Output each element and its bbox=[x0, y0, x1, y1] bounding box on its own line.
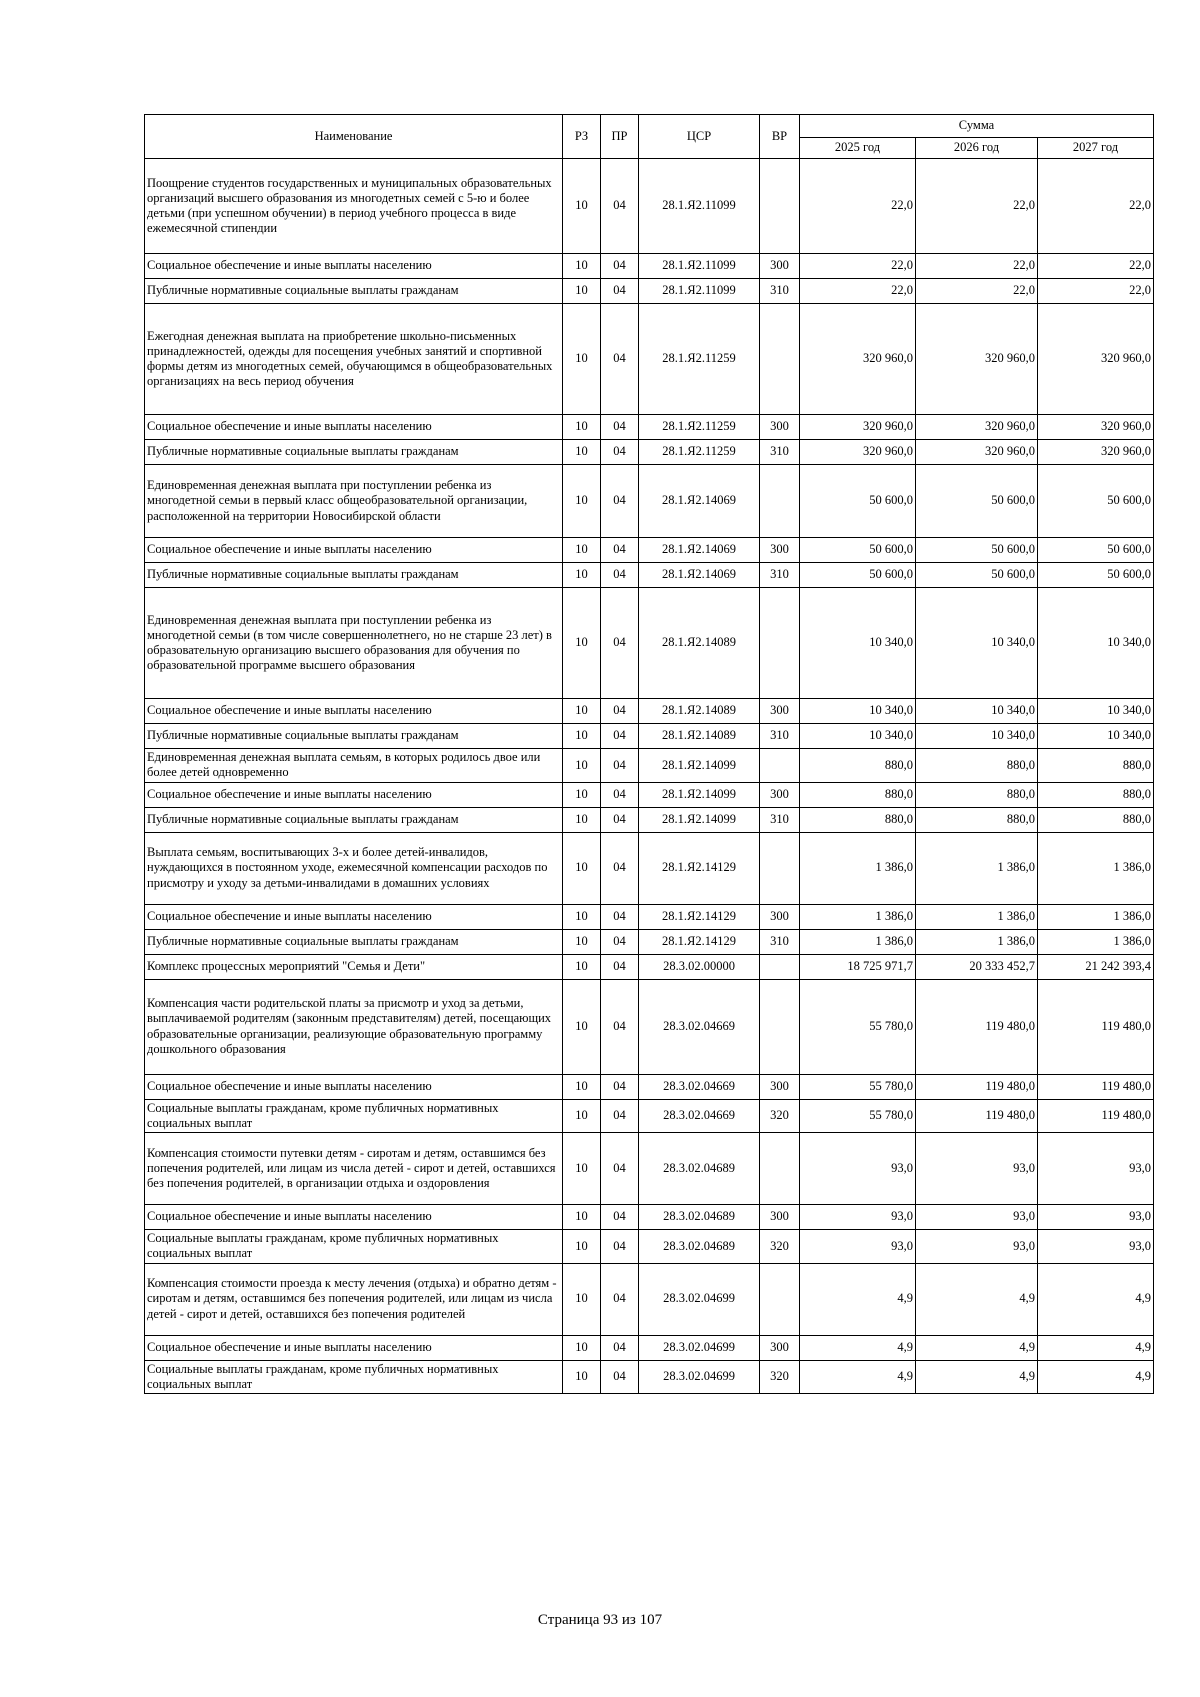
cell-rz: 10 bbox=[563, 254, 601, 279]
cell-2025: 1 386,0 bbox=[800, 832, 916, 904]
cell-2026: 1 386,0 bbox=[916, 904, 1038, 929]
table-row bbox=[145, 724, 1154, 749]
cell-2025: 22,0 bbox=[800, 279, 916, 304]
cell-rz: 10 bbox=[563, 782, 601, 807]
cell-2025: 4,9 bbox=[800, 1360, 916, 1394]
cell-csr: 28.1.Я2.14089 bbox=[639, 699, 760, 724]
cell-csr: 28.3.02.04689 bbox=[639, 1230, 760, 1264]
cell-csr: 28.1.Я2.14099 bbox=[639, 807, 760, 832]
table-row bbox=[145, 929, 1154, 954]
cell-rz: 10 bbox=[563, 440, 601, 465]
cell-2026: 880,0 bbox=[916, 749, 1038, 783]
cell-2027: 22,0 bbox=[1038, 159, 1154, 254]
cell-rz: 10 bbox=[563, 159, 601, 254]
cell-name: Компенсация стоимости проезда к месту лечения (отдыха) и обратно детям - сиротам и детям, оставшимся без попечения родителей, или лицам из числа детей - сирот и детей, оставшихся без попечения родителей bbox=[145, 1263, 563, 1335]
cell-csr: 28.1.Я2.14099 bbox=[639, 782, 760, 807]
cell-2025: 22,0 bbox=[800, 159, 916, 254]
table-row bbox=[145, 254, 1154, 279]
cell-vr: 320 bbox=[760, 1360, 800, 1394]
cell-csr: 28.1.Я2.14099 bbox=[639, 749, 760, 783]
table-row bbox=[145, 782, 1154, 807]
header-year-2027: 2027 год bbox=[1038, 138, 1154, 159]
cell-rz: 10 bbox=[563, 832, 601, 904]
cell-2026: 4,9 bbox=[916, 1360, 1038, 1394]
cell-vr: 310 bbox=[760, 724, 800, 749]
header-sum: Сумма bbox=[800, 115, 1154, 138]
cell-vr: 320 bbox=[760, 1099, 800, 1133]
cell-2027: 119 480,0 bbox=[1038, 979, 1154, 1074]
cell-2025: 10 340,0 bbox=[800, 724, 916, 749]
cell-2026: 119 480,0 bbox=[916, 1099, 1038, 1133]
cell-vr bbox=[760, 159, 800, 254]
cell-name: Социальное обеспечение и иные выплаты населению bbox=[145, 1335, 563, 1360]
page-number: Страница 93 из 107 bbox=[537, 1612, 663, 1628]
budget-table bbox=[144, 114, 1154, 1394]
cell-vr bbox=[760, 749, 800, 783]
cell-rz: 10 bbox=[563, 1074, 601, 1099]
cell-pr: 04 bbox=[601, 699, 639, 724]
cell-name: Выплата семьям, воспитывающих 3-х и более детей-инвалидов, нуждающихся в постоянном уходе, ежемесячной компенсации расходов по присмотру и уходу за детьми-инвалидами в домашних условиях bbox=[145, 832, 563, 904]
cell-rz: 10 bbox=[563, 724, 601, 749]
cell-csr: 28.1.Я2.11259 bbox=[639, 304, 760, 415]
cell-csr: 28.1.Я2.14089 bbox=[639, 724, 760, 749]
cell-pr: 04 bbox=[601, 254, 639, 279]
table-row bbox=[145, 1360, 1154, 1394]
cell-rz: 10 bbox=[563, 954, 601, 979]
cell-vr: 300 bbox=[760, 904, 800, 929]
cell-2025: 55 780,0 bbox=[800, 1074, 916, 1099]
cell-2026: 10 340,0 bbox=[916, 724, 1038, 749]
cell-rz: 10 bbox=[563, 1230, 601, 1264]
cell-2026: 320 960,0 bbox=[916, 415, 1038, 440]
cell-name: Социальное обеспечение и иные выплаты населению bbox=[145, 782, 563, 807]
cell-pr: 04 bbox=[601, 807, 639, 832]
table-row bbox=[145, 279, 1154, 304]
cell-2026: 880,0 bbox=[916, 782, 1038, 807]
cell-rz: 10 bbox=[563, 563, 601, 588]
cell-pr: 04 bbox=[601, 1205, 639, 1230]
cell-csr: 28.3.02.04699 bbox=[639, 1263, 760, 1335]
cell-name: Социальное обеспечение и иные выплаты населению bbox=[145, 699, 563, 724]
cell-csr: 28.3.02.00000 bbox=[639, 954, 760, 979]
cell-rz: 10 bbox=[563, 1133, 601, 1205]
cell-2027: 320 960,0 bbox=[1038, 304, 1154, 415]
cell-2027: 21 242 393,4 bbox=[1038, 954, 1154, 979]
cell-2026: 50 600,0 bbox=[916, 563, 1038, 588]
cell-2027: 93,0 bbox=[1038, 1133, 1154, 1205]
table-row bbox=[145, 1230, 1154, 1264]
cell-csr: 28.1.Я2.11099 bbox=[639, 159, 760, 254]
cell-vr: 300 bbox=[760, 1074, 800, 1099]
cell-2027: 880,0 bbox=[1038, 782, 1154, 807]
cell-pr: 04 bbox=[601, 1360, 639, 1394]
table-row bbox=[145, 415, 1154, 440]
cell-name: Комплекс процессных мероприятий "Семья и Дети" bbox=[145, 954, 563, 979]
table-header-row bbox=[145, 115, 1154, 138]
table-row bbox=[145, 440, 1154, 465]
cell-2026: 50 600,0 bbox=[916, 538, 1038, 563]
cell-2025: 93,0 bbox=[800, 1230, 916, 1264]
table-row bbox=[145, 1074, 1154, 1099]
cell-csr: 28.1.Я2.14089 bbox=[639, 588, 760, 699]
cell-rz: 10 bbox=[563, 979, 601, 1074]
cell-2027: 50 600,0 bbox=[1038, 465, 1154, 538]
cell-csr: 28.1.Я2.11259 bbox=[639, 415, 760, 440]
cell-name: Публичные нормативные социальные выплаты гражданам bbox=[145, 279, 563, 304]
cell-pr: 04 bbox=[601, 1230, 639, 1264]
table-row bbox=[145, 1263, 1154, 1335]
cell-2025: 55 780,0 bbox=[800, 1099, 916, 1133]
cell-name: Публичные нормативные социальные выплаты гражданам bbox=[145, 807, 563, 832]
cell-vr: 310 bbox=[760, 279, 800, 304]
cell-pr: 04 bbox=[601, 279, 639, 304]
header-csr: ЦСР bbox=[639, 115, 760, 159]
cell-csr: 28.1.Я2.14069 bbox=[639, 538, 760, 563]
cell-2026: 22,0 bbox=[916, 279, 1038, 304]
cell-csr: 28.1.Я2.14129 bbox=[639, 929, 760, 954]
cell-pr: 04 bbox=[601, 538, 639, 563]
cell-pr: 04 bbox=[601, 304, 639, 415]
cell-name: Социальное обеспечение и иные выплаты населению bbox=[145, 904, 563, 929]
cell-pr: 04 bbox=[601, 1263, 639, 1335]
cell-name: Социальные выплаты гражданам, кроме публичных нормативных социальных выплат bbox=[145, 1360, 563, 1394]
cell-vr: 310 bbox=[760, 440, 800, 465]
cell-2027: 1 386,0 bbox=[1038, 929, 1154, 954]
cell-rz: 10 bbox=[563, 904, 601, 929]
table-row bbox=[145, 465, 1154, 538]
cell-rz: 10 bbox=[563, 1263, 601, 1335]
cell-2027: 4,9 bbox=[1038, 1360, 1154, 1394]
cell-2026: 4,9 bbox=[916, 1335, 1038, 1360]
cell-2027: 1 386,0 bbox=[1038, 904, 1154, 929]
cell-csr: 28.3.02.04699 bbox=[639, 1360, 760, 1394]
cell-2026: 880,0 bbox=[916, 807, 1038, 832]
cell-vr: 300 bbox=[760, 699, 800, 724]
cell-vr bbox=[760, 304, 800, 415]
header-year-2025: 2025 год bbox=[800, 138, 916, 159]
cell-rz: 10 bbox=[563, 465, 601, 538]
cell-name: Компенсация стоимости путевки детям - сиротам и детям, оставшимся без попечения родителей, или лицам из числа детей - сирот и детей, оставшихся без попечения родителей, в организации отдыха и оздоровления bbox=[145, 1133, 563, 1205]
cell-name: Единовременная денежная выплата при поступлении ребенка из многодетной семьи в первый класс общеобразовательной организации, расположенной на территории Новосибирской области bbox=[145, 465, 563, 538]
cell-2026: 22,0 bbox=[916, 159, 1038, 254]
cell-pr: 04 bbox=[601, 1133, 639, 1205]
cell-csr: 28.3.02.04689 bbox=[639, 1133, 760, 1205]
cell-2027: 1 386,0 bbox=[1038, 832, 1154, 904]
table-row bbox=[145, 904, 1154, 929]
cell-2027: 320 960,0 bbox=[1038, 415, 1154, 440]
budget-table-container bbox=[144, 114, 1153, 1394]
cell-2025: 880,0 bbox=[800, 749, 916, 783]
cell-2026: 20 333 452,7 bbox=[916, 954, 1038, 979]
table-row bbox=[145, 832, 1154, 904]
cell-2025: 50 600,0 bbox=[800, 563, 916, 588]
cell-rz: 10 bbox=[563, 588, 601, 699]
cell-rz: 10 bbox=[563, 929, 601, 954]
cell-vr bbox=[760, 1133, 800, 1205]
cell-rz: 10 bbox=[563, 304, 601, 415]
table-row bbox=[145, 1205, 1154, 1230]
cell-csr: 28.1.Я2.14129 bbox=[639, 904, 760, 929]
cell-2027: 93,0 bbox=[1038, 1205, 1154, 1230]
cell-2027: 4,9 bbox=[1038, 1335, 1154, 1360]
cell-pr: 04 bbox=[601, 440, 639, 465]
cell-vr: 300 bbox=[760, 1205, 800, 1230]
cell-2026: 119 480,0 bbox=[916, 979, 1038, 1074]
table-body bbox=[145, 159, 1154, 1394]
table-row bbox=[145, 749, 1154, 783]
cell-name: Социальное обеспечение и иные выплаты населению bbox=[145, 1205, 563, 1230]
cell-2026: 1 386,0 bbox=[916, 832, 1038, 904]
cell-name: Публичные нормативные социальные выплаты гражданам bbox=[145, 724, 563, 749]
cell-2026: 50 600,0 bbox=[916, 465, 1038, 538]
cell-pr: 04 bbox=[601, 782, 639, 807]
header-rz: РЗ bbox=[563, 115, 601, 159]
cell-csr: 28.1.Я2.14069 bbox=[639, 563, 760, 588]
cell-2026: 1 386,0 bbox=[916, 929, 1038, 954]
cell-pr: 04 bbox=[601, 954, 639, 979]
cell-csr: 28.3.02.04689 bbox=[639, 1205, 760, 1230]
cell-pr: 04 bbox=[601, 465, 639, 538]
cell-csr: 28.3.02.04699 bbox=[639, 1335, 760, 1360]
table-row bbox=[145, 563, 1154, 588]
cell-name: Социальные выплаты гражданам, кроме публичных нормативных социальных выплат bbox=[145, 1099, 563, 1133]
cell-rz: 10 bbox=[563, 1360, 601, 1394]
cell-name: Единовременная денежная выплата семьям, в которых родилось двое или более детей одновременно bbox=[145, 749, 563, 783]
cell-vr bbox=[760, 465, 800, 538]
cell-csr: 28.3.02.04669 bbox=[639, 1099, 760, 1133]
cell-vr: 310 bbox=[760, 807, 800, 832]
cell-2026: 22,0 bbox=[916, 254, 1038, 279]
cell-csr: 28.1.Я2.11259 bbox=[639, 440, 760, 465]
cell-2027: 22,0 bbox=[1038, 254, 1154, 279]
cell-2027: 320 960,0 bbox=[1038, 440, 1154, 465]
cell-2025: 50 600,0 bbox=[800, 465, 916, 538]
cell-2025: 320 960,0 bbox=[800, 415, 916, 440]
cell-2026: 10 340,0 bbox=[916, 588, 1038, 699]
cell-name: Социальное обеспечение и иные выплаты населению bbox=[145, 538, 563, 563]
cell-rz: 10 bbox=[563, 749, 601, 783]
cell-rz: 10 bbox=[563, 1205, 601, 1230]
cell-2026: 4,9 bbox=[916, 1263, 1038, 1335]
cell-2026: 320 960,0 bbox=[916, 440, 1038, 465]
cell-name: Компенсация части родительской платы за присмотр и уход за детьми, выплачиваемой родителям (законным представителям) детей, посещающих образовательные организации, реализующие образовательную программу дошкольного образования bbox=[145, 979, 563, 1074]
cell-pr: 04 bbox=[601, 979, 639, 1074]
cell-2026: 93,0 bbox=[916, 1133, 1038, 1205]
cell-2025: 880,0 bbox=[800, 807, 916, 832]
table-row bbox=[145, 699, 1154, 724]
cell-vr: 300 bbox=[760, 782, 800, 807]
cell-pr: 04 bbox=[601, 904, 639, 929]
cell-name: Социальные выплаты гражданам, кроме публичных нормативных социальных выплат bbox=[145, 1230, 563, 1264]
cell-2027: 10 340,0 bbox=[1038, 724, 1154, 749]
cell-vr: 320 bbox=[760, 1230, 800, 1264]
cell-pr: 04 bbox=[601, 159, 639, 254]
cell-2025: 10 340,0 bbox=[800, 588, 916, 699]
cell-2025: 93,0 bbox=[800, 1205, 916, 1230]
cell-rz: 10 bbox=[563, 1335, 601, 1360]
cell-2025: 55 780,0 bbox=[800, 979, 916, 1074]
cell-rz: 10 bbox=[563, 279, 601, 304]
cell-2025: 4,9 bbox=[800, 1335, 916, 1360]
cell-2025: 320 960,0 bbox=[800, 440, 916, 465]
cell-csr: 28.1.Я2.11099 bbox=[639, 254, 760, 279]
cell-pr: 04 bbox=[601, 929, 639, 954]
cell-name: Публичные нормативные социальные выплаты гражданам bbox=[145, 563, 563, 588]
cell-2027: 4,9 bbox=[1038, 1263, 1154, 1335]
cell-2027: 50 600,0 bbox=[1038, 538, 1154, 563]
cell-csr: 28.1.Я2.14129 bbox=[639, 832, 760, 904]
table-row bbox=[145, 304, 1154, 415]
cell-2025: 880,0 bbox=[800, 782, 916, 807]
table-row bbox=[145, 588, 1154, 699]
cell-2027: 119 480,0 bbox=[1038, 1099, 1154, 1133]
cell-pr: 04 bbox=[601, 415, 639, 440]
cell-rz: 10 bbox=[563, 1099, 601, 1133]
cell-pr: 04 bbox=[601, 1335, 639, 1360]
cell-2025: 10 340,0 bbox=[800, 699, 916, 724]
cell-2026: 320 960,0 bbox=[916, 304, 1038, 415]
cell-vr: 300 bbox=[760, 415, 800, 440]
cell-name: Публичные нормативные социальные выплаты гражданам bbox=[145, 929, 563, 954]
cell-2027: 119 480,0 bbox=[1038, 1074, 1154, 1099]
cell-2027: 50 600,0 bbox=[1038, 563, 1154, 588]
table-row bbox=[145, 954, 1154, 979]
cell-name: Ежегодная денежная выплата на приобретение школьно-письменных принадлежностей, одежды для посещения учебных занятий и спортивной формы детям из многодетных семей, обучающимся в общеобразовательных организациях на весь период обучения bbox=[145, 304, 563, 415]
table-row bbox=[145, 807, 1154, 832]
cell-vr: 300 bbox=[760, 254, 800, 279]
table-row bbox=[145, 1335, 1154, 1360]
cell-vr bbox=[760, 979, 800, 1074]
cell-name: Публичные нормативные социальные выплаты гражданам bbox=[145, 440, 563, 465]
cell-csr: 28.1.Я2.14069 bbox=[639, 465, 760, 538]
table-row bbox=[145, 1099, 1154, 1133]
cell-name: Социальное обеспечение и иные выплаты населению bbox=[145, 415, 563, 440]
cell-rz: 10 bbox=[563, 538, 601, 563]
table-row bbox=[145, 1133, 1154, 1205]
cell-vr bbox=[760, 954, 800, 979]
cell-2027: 880,0 bbox=[1038, 749, 1154, 783]
cell-pr: 04 bbox=[601, 832, 639, 904]
cell-pr: 04 bbox=[601, 749, 639, 783]
cell-pr: 04 bbox=[601, 588, 639, 699]
cell-2027: 880,0 bbox=[1038, 807, 1154, 832]
cell-2026: 93,0 bbox=[916, 1230, 1038, 1264]
header-name: Наименование bbox=[145, 115, 563, 159]
cell-csr: 28.3.02.04669 bbox=[639, 1074, 760, 1099]
cell-pr: 04 bbox=[601, 724, 639, 749]
cell-2025: 1 386,0 bbox=[800, 929, 916, 954]
cell-name: Социальное обеспечение и иные выплаты населению bbox=[145, 254, 563, 279]
cell-2025: 320 960,0 bbox=[800, 304, 916, 415]
cell-vr: 310 bbox=[760, 563, 800, 588]
header-pr: ПР bbox=[601, 115, 639, 159]
cell-rz: 10 bbox=[563, 415, 601, 440]
cell-rz: 10 bbox=[563, 699, 601, 724]
cell-csr: 28.1.Я2.11099 bbox=[639, 279, 760, 304]
cell-vr: 300 bbox=[760, 1335, 800, 1360]
cell-2026: 119 480,0 bbox=[916, 1074, 1038, 1099]
cell-2027: 10 340,0 bbox=[1038, 699, 1154, 724]
cell-pr: 04 bbox=[601, 563, 639, 588]
cell-vr bbox=[760, 1263, 800, 1335]
table-row bbox=[145, 538, 1154, 563]
cell-vr bbox=[760, 588, 800, 699]
cell-rz: 10 bbox=[563, 807, 601, 832]
header-year-2026: 2026 год bbox=[916, 138, 1038, 159]
cell-2025: 22,0 bbox=[800, 254, 916, 279]
cell-vr: 310 bbox=[760, 929, 800, 954]
cell-2025: 50 600,0 bbox=[800, 538, 916, 563]
table-row bbox=[145, 159, 1154, 254]
table-row bbox=[145, 979, 1154, 1074]
cell-vr: 300 bbox=[760, 538, 800, 563]
cell-pr: 04 bbox=[601, 1099, 639, 1133]
cell-pr: 04 bbox=[601, 1074, 639, 1099]
cell-2027: 10 340,0 bbox=[1038, 588, 1154, 699]
cell-2025: 4,9 bbox=[800, 1263, 916, 1335]
cell-vr bbox=[760, 832, 800, 904]
cell-name: Социальное обеспечение и иные выплаты населению bbox=[145, 1074, 563, 1099]
cell-2026: 10 340,0 bbox=[916, 699, 1038, 724]
cell-2025: 1 386,0 bbox=[800, 904, 916, 929]
cell-2027: 93,0 bbox=[1038, 1230, 1154, 1264]
cell-name: Единовременная денежная выплата при поступлении ребенка из многодетной семьи (в том числе совершеннолетнего, но не старше 23 лет) в образовательную организацию высшего образования для обучения по образовательной программе высшего образования bbox=[145, 588, 563, 699]
header-vr: ВР bbox=[760, 115, 800, 159]
cell-csr: 28.3.02.04669 bbox=[639, 979, 760, 1074]
cell-2027: 22,0 bbox=[1038, 279, 1154, 304]
cell-name: Поощрение студентов государственных и муниципальных образовательных организаций высшего образования из многодетных семей с 5-ю и более детьми (при успешном обучении) в период учебного процесса в виде ежемесячной стипендии bbox=[145, 159, 563, 254]
cell-2025: 18 725 971,7 bbox=[800, 954, 916, 979]
cell-2026: 93,0 bbox=[916, 1205, 1038, 1230]
cell-2025: 93,0 bbox=[800, 1133, 916, 1205]
